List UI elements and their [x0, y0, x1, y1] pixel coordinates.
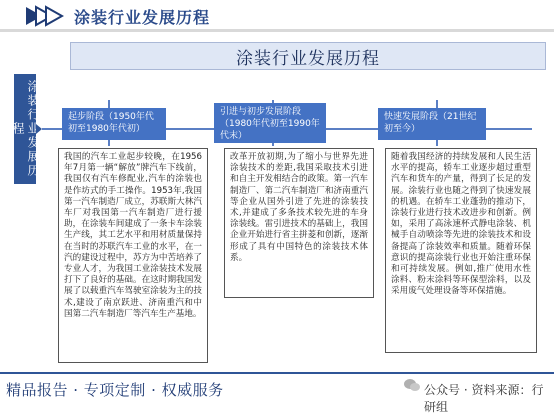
main-title-banner: 涂装行业发展历程 — [70, 42, 546, 70]
stage-label: 引进与初步发展阶段（1980年代初至1990年代末） — [214, 103, 326, 143]
wechat-icon — [404, 378, 420, 392]
footer-slogan: 精品报告 · 专项定制 · 权威服务 — [6, 381, 224, 399]
stage-description: 随着我国经济的持续发展和人民生活水平的提高，轿车工业逐步超过重型汽车和货车的产量，得到了长足的发展。涂装行业也随之得到了快速发展的机遇。在轿车工业蓬勃的推动下，涂装行业进行技术改进步和创新。例如，采用了高泳速杯式静电涂装、机械手自动喷涂等先进的涂装技术和设备提高了涂装效率和质量。随着环保意识的提高涂装行业也开始注重环保和可持续发展。例如,推广使用水性涂料、粉末涂料等环保型涂料，以及采用废气处理设备等环保措施。 — [385, 148, 537, 353]
stage-label: 起步阶段（1950年代初至1980年代初） — [62, 108, 166, 140]
footer-divider — [0, 372, 554, 374]
triangle-logo-icon — [24, 5, 64, 27]
top-header — [0, 0, 554, 32]
footer-source: 公众号 · 资料来源：行研组 — [424, 383, 544, 414]
stage-label: 快速发展阶段（21世纪初至今） — [378, 108, 486, 140]
side-category-label: 涂装行业发展历程 — [14, 74, 36, 184]
header-divider — [0, 29, 554, 32]
stage-description: 我国的汽车工业起步较晚，在1956年7月第一辆“解放”牌汽车下线前，我国仅有汽车修配业,汽车的涂装也是作坊式的手工操作。1953年,我国第一汽车制造厂成立，苏联斯大林汽车厂对我国第一汽车制造厂进行援助，在涂装车间建成了一条卡车涂装生产线，其工艺水平和用材质量保持在当时的苏联汽车工业的水平，在一汽的建设过程中，苏方为中苦培养了专业人才，为我国工业涂装技术发展打下了良好的基础。在这时期我国发展了以载重汽车驾驶室涂装为主的技术,建设了南京跃进、济南重汽和中国第二汽车制造厂等汽车生产基地。 — [58, 148, 208, 363]
stage-description: 改革开放初期,为了缩小与世界先进涂装技术的差距,我国采取技术引进和自主开发相结合的政策。第一汽车制造厂、第二汽车制造厂和济南重汽等企业从国外引进了先进的涂装技术,并建成了多条技术较先进的车身涂装线。雷引进技术的基础上，我国企业开始进行省主拼菱和创新，逐渐形成了具有中国特色的涂装技术体系。 — [224, 148, 374, 298]
page-title: 涂装行业发展历程 — [74, 8, 211, 27]
